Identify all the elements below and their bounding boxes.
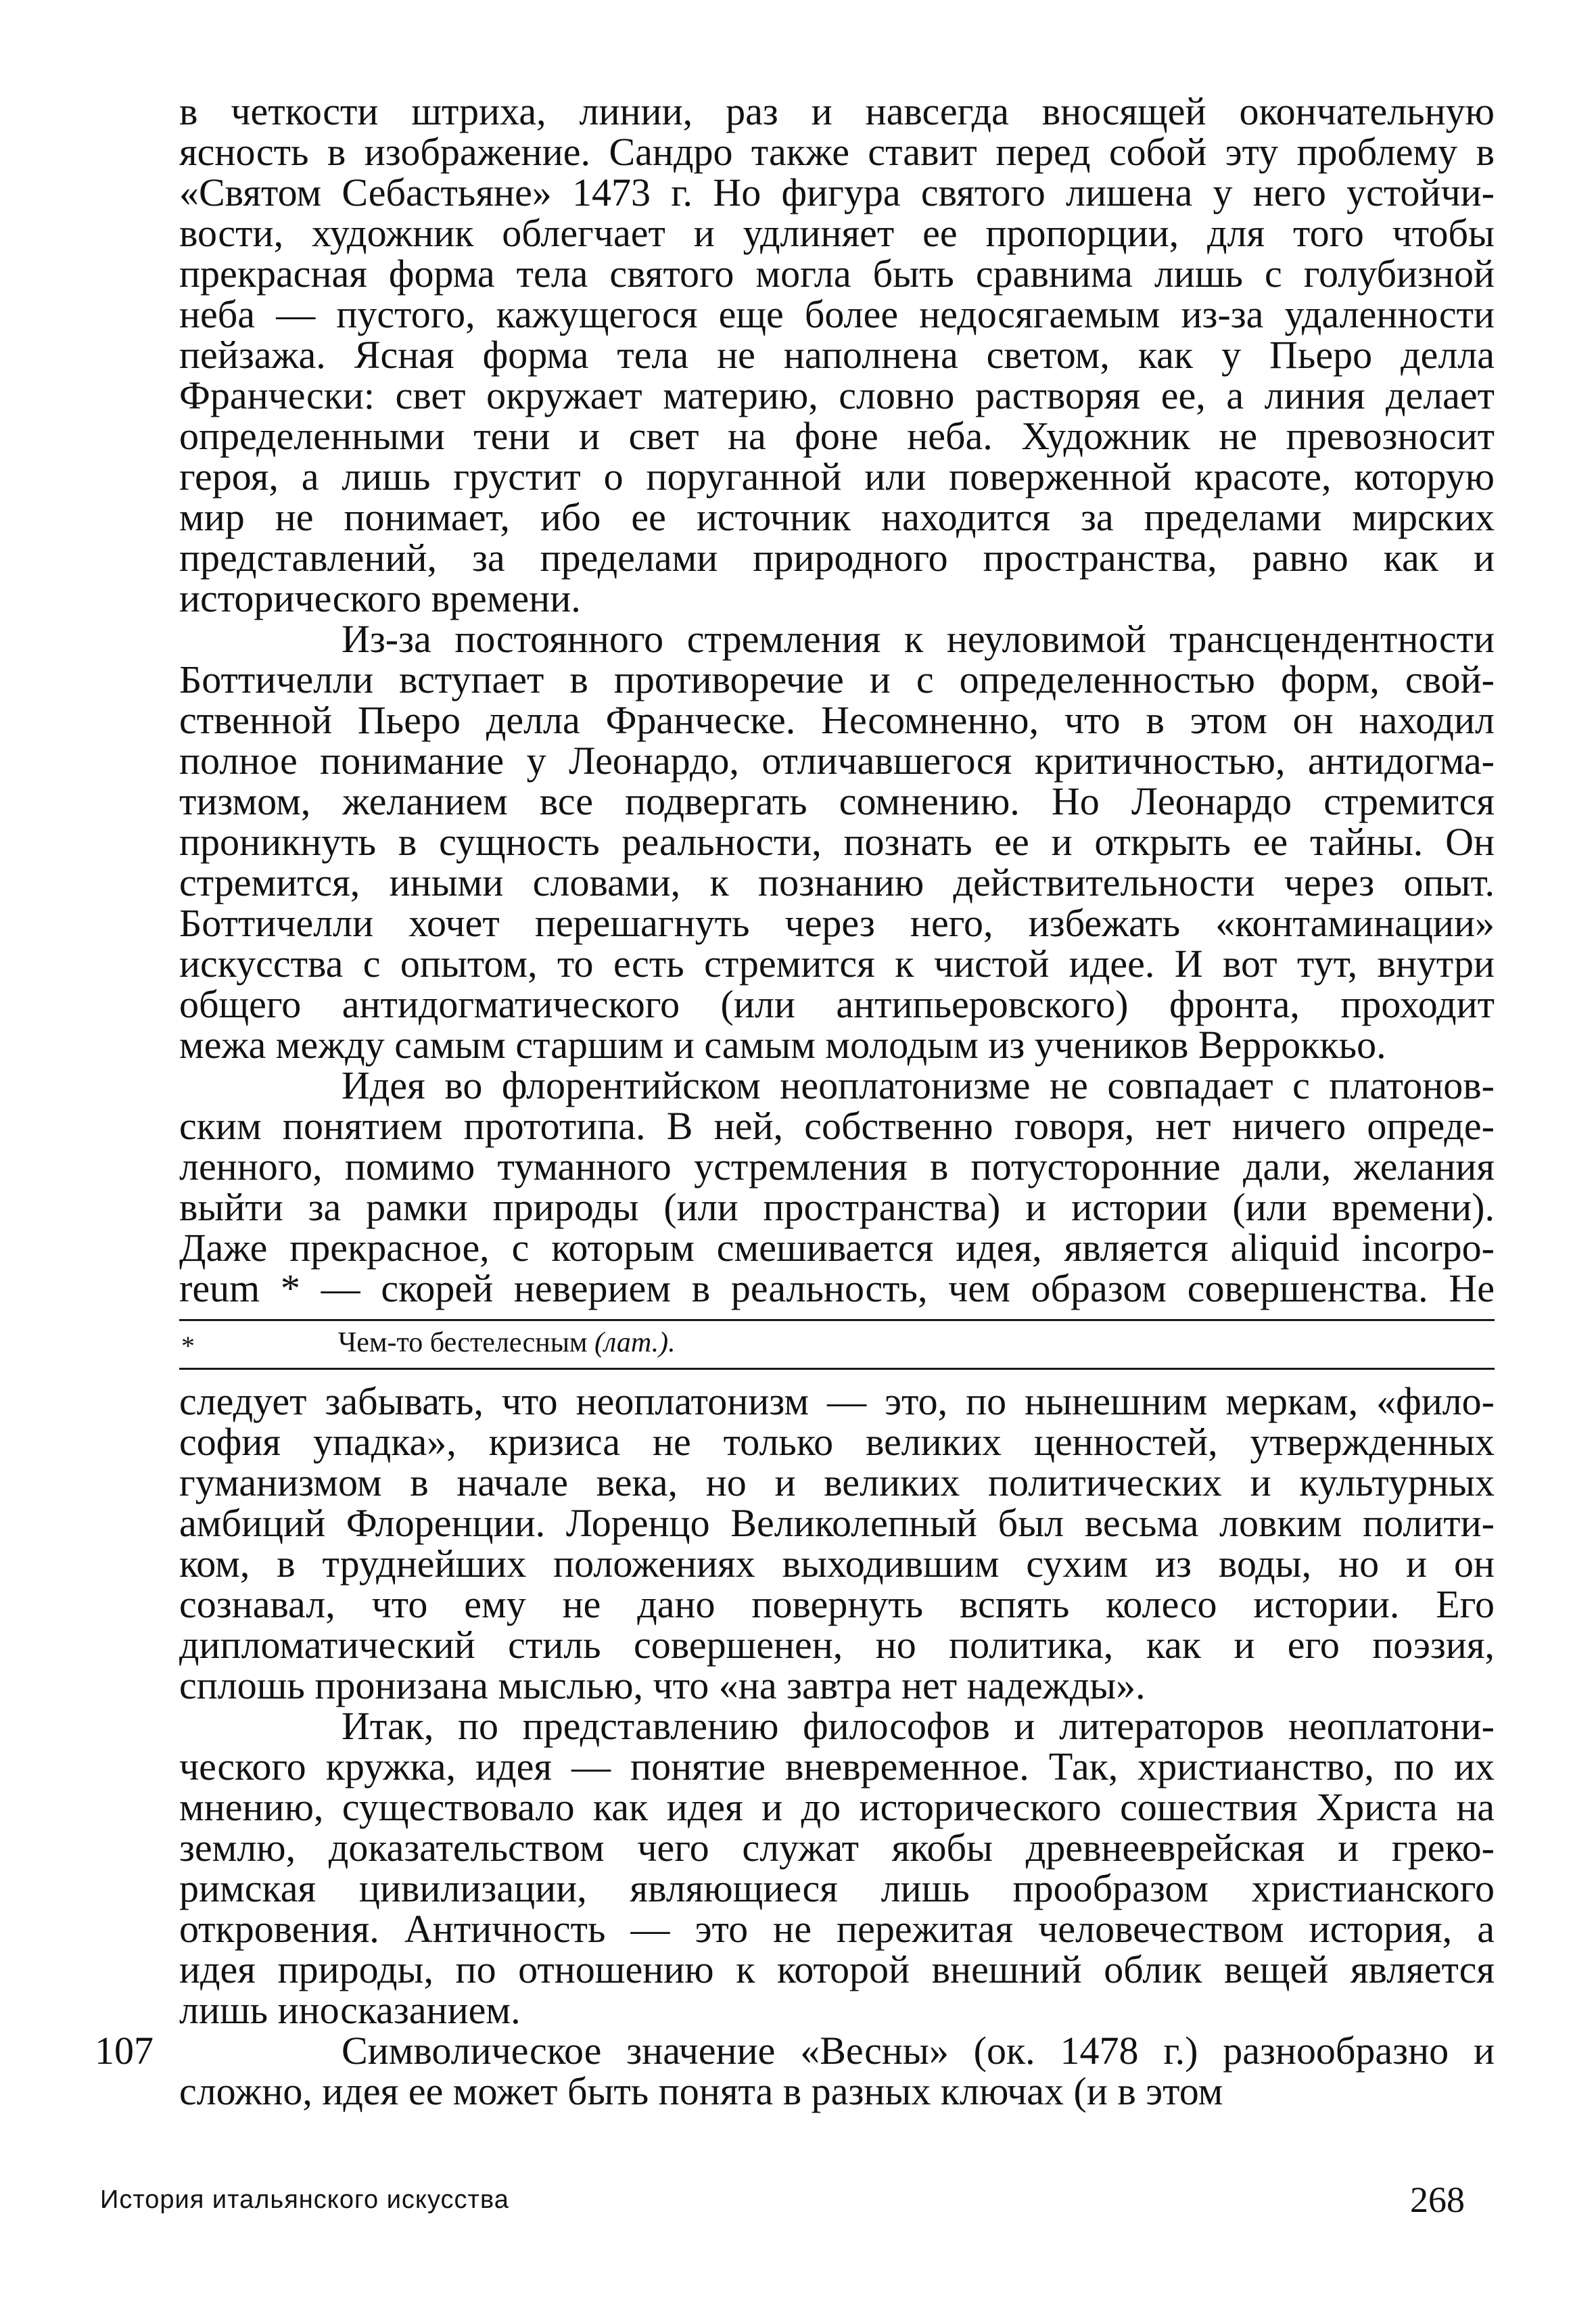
text-line: прекрасная форма тела святого могла быть сравнима лишь с голубизной [179, 252, 1495, 296]
text-line: Боттичелли вступает в противоречие и с определенностью форм, свой- [179, 657, 1495, 701]
text-line: стремится, иными словами, к познанию действительности через опыт. [179, 860, 1495, 904]
text-line: reum * — скорей неверием в реальность, чем образом совершенства. Не [179, 1266, 1495, 1310]
text-line: общего антидогматического (или антипьеровского) фронта, проходит [179, 982, 1495, 1026]
text-line: мнению, существовало как идея и до исторического сошествия Христа на [179, 1785, 1495, 1829]
text-line: дипломатический стиль совершенен, но политика, как и его поэзия, [179, 1623, 1495, 1667]
text-line: сплошь пронизана мыслью, что «на завтра нет надежды». [179, 1663, 1146, 1707]
text-line: Даже прекрасное, с которым смешивается идея, является aliquid incorpo- [179, 1226, 1495, 1270]
text-line: ясность в изображение. Сандро также ставит перед собой эту проблему в [179, 130, 1495, 174]
text-line: ком, в труднейших положениях выходившим сухим из воды, но и он [179, 1542, 1495, 1586]
text-line: искусства с опытом, то есть стремится к чистой идее. И вот тут, внутри [179, 942, 1495, 986]
text-line: в четкости штриха, линии, раз и навсегда вносящей окончательную [179, 89, 1495, 133]
text-line: проникнуть в сущность реальности, познать ее и открыть ее тайны. Он [179, 820, 1495, 864]
text-line: софия упадка», кризиса не только великих ценностей, утвержденных [179, 1420, 1495, 1464]
text-line: исторического времени. [179, 576, 581, 620]
footnote-marker: * [181, 1331, 195, 1361]
text-line: неба — пустого, кажущегося еще более недосягаемым из-за удаленности [179, 292, 1495, 336]
text-line: гуманизмом в начале века, но и великих политических и культурных [179, 1460, 1495, 1504]
footnote-rule-bottom [179, 1368, 1495, 1370]
text-line: ленного, помимо туманного устремления в потусторонние дали, желания [179, 1145, 1495, 1188]
footnote-rule-top [179, 1319, 1495, 1321]
paragraph-start: Из-за постоянного стремления к неуловимой трансцендентности [342, 617, 1495, 661]
text-line: полное понимание у Леонардо, отличавшегося критичностью, антидогма- [179, 739, 1495, 783]
paragraph-start: Символическое значение «Весны» (ок. 1478 г.) разнообразно и [342, 2029, 1495, 2073]
page-number: 268 [1410, 2179, 1465, 2220]
text-line: ческого кружка, идея — понятие вневременное. Так, христианство, по их [179, 1745, 1495, 1788]
text-line: тизмом, желанием все подвергать сомнению. Но Леонардо стремится [179, 779, 1495, 823]
text-line: пейзажа. Ясная форма тела не наполнена светом, как у Пьеро делла [179, 333, 1495, 377]
text-line: мир не понимает, ибо ее источник находится за пределами мирских [179, 495, 1495, 539]
text-line: римская цивилизации, являющиеся лишь прообразом христианского [179, 1866, 1495, 1910]
footnote-text [338, 1326, 676, 1360]
text-line: откровения. Античность — это не пережитая человечеством история, а [179, 1907, 1495, 1951]
text-line: ским понятием прототипа. В ней, собственно говоря, нет ничего опреде- [179, 1104, 1495, 1148]
text-line: землю, доказательством чего служат якобы древнееврейская и греко- [179, 1826, 1495, 1870]
text-line: амбиций Флоренции. Лоренцо Великолепный был весьма ловким полити- [179, 1501, 1495, 1545]
text-line: следует забывать, что неоплатонизм — это, по нынешним меркам, «фило- [179, 1379, 1495, 1423]
text-line: ственной Пьеро делла Франческе. Несомненно, что в этом он находил [179, 698, 1495, 742]
text-line: сложно, идея ее может быть понята в разных ключах (и в этом [179, 2069, 1223, 2113]
margin-illustration-number: 107 [95, 2029, 154, 2073]
text-line: сознавал, что ему не дано повернуть вспять колесо истории. Его [179, 1582, 1495, 1626]
text-line: героя, а лишь грустит о поруганной или поверженной красоте, которую [179, 455, 1495, 499]
text-line: выйти за рамки природы (или пространства) и истории (или времени). [179, 1185, 1495, 1229]
text-line: определенными тени и свет на фоне неба. Художник не превозносит [179, 414, 1495, 458]
paragraph-start: Итак, по представлению философов и литераторов неоплатони- [342, 1704, 1495, 1748]
paragraph-start: Идея во флорентийском неоплатонизме не совпадает с платонов- [342, 1063, 1495, 1107]
footnote-language: (лат.). [594, 1327, 676, 1358]
text-line: лишь иносказанием. [179, 1988, 521, 2032]
text-line: Боттичелли хочет перешагнуть через него, избежать «контаминации» [179, 901, 1495, 945]
text-line: межа между самым старшим и самым молодым из учеников Верроккьо. [179, 1023, 1386, 1067]
text-line: представлений, за пределами природного пространства, равно как и [179, 536, 1495, 580]
footnote-gloss: Чем-то бестелесным [338, 1327, 588, 1358]
running-title: История итальянского искусства [100, 2186, 509, 2214]
text-line: идея природы, по отношению к которой внешний облик вещей является [179, 1947, 1495, 1991]
text-line: вости, художник облегчает и удлиняет ее пропорции, для того чтобы [179, 211, 1495, 255]
text-line: «Святом Себастьяне» 1473 г. Но фигура святого лишена у него устойчи- [179, 170, 1495, 214]
text-line: Франчески: свет окружает материю, словно растворяя ее, а линия делает [179, 373, 1495, 417]
